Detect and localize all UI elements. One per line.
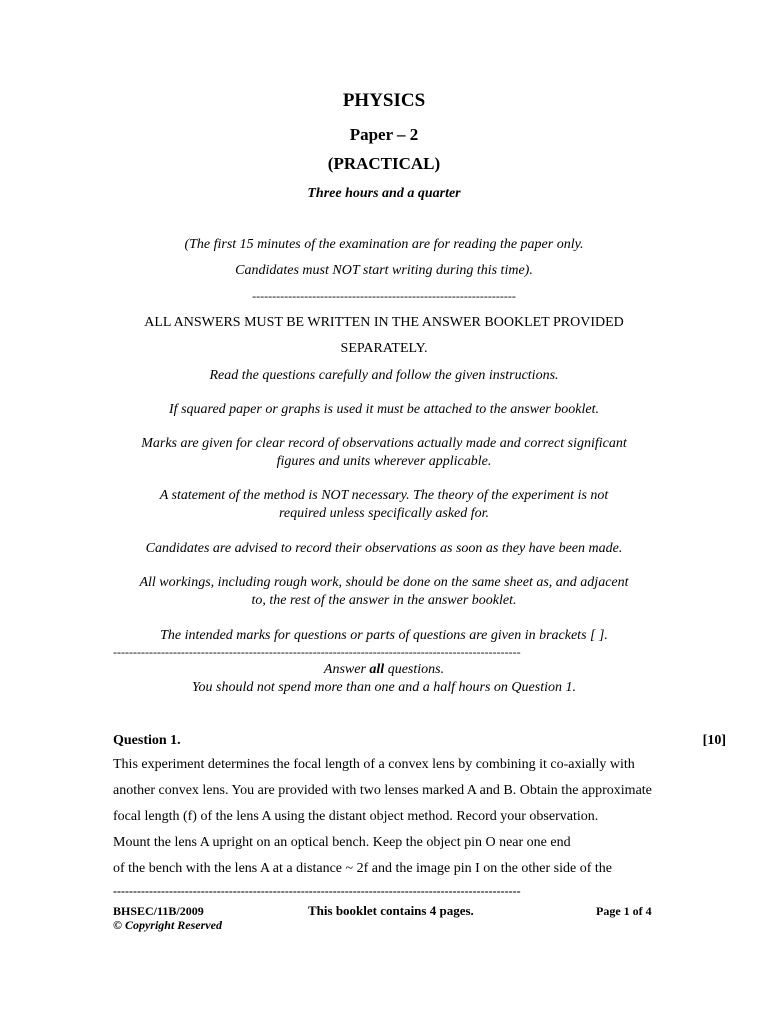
question-1-line: another convex lens. You are provided with two lenses marked A and B. Obtain the approximate bbox=[113, 783, 652, 798]
paper-type: (PRACTICAL) bbox=[327, 154, 441, 173]
footer-exam-code: BHSEC/11B/2009 bbox=[113, 904, 204, 918]
question-1-line: Mount the lens A upright on an optical bench. Keep the object pin O near one end bbox=[113, 835, 571, 850]
question-1-heading: Question 1. bbox=[113, 733, 181, 748]
footer-page-number: Page 1 of 4 bbox=[596, 904, 652, 918]
exam-subject-title: PHYSICS bbox=[342, 90, 426, 111]
question-1-line: This experiment determines the focal length of a convex lens by combining it co-axially with bbox=[113, 757, 635, 772]
short-divider: ------------------------------------------------------------------ bbox=[252, 289, 516, 303]
time-note: You should not spend more than one and a half hours on Question 1. bbox=[192, 680, 576, 695]
answer-all-emphasis: all bbox=[369, 662, 385, 677]
question-1-line: of the bench with the lens A at a distance ~ 2f and the image pin I on the other side of the bbox=[113, 861, 612, 876]
instruction-graph: If squared paper or graphs is used it must be attached to the answer booklet. bbox=[169, 402, 599, 417]
instruction-workings-line2: to, the rest of the answer in the answer booklet. bbox=[251, 593, 517, 608]
exam-duration: Three hours and a quarter bbox=[307, 186, 461, 201]
instruction-read: Read the questions carefully and follow the given instructions. bbox=[209, 368, 559, 383]
answer-all-note bbox=[0, 662, 768, 678]
reading-note-line1: (The first 15 minutes of the examination are for reading the paper only. bbox=[184, 237, 584, 252]
long-divider-footer: ------------------------------------------------------------------------------------------------------ bbox=[113, 884, 521, 898]
long-divider-top: ------------------------------------------------------------------------------------------------------ bbox=[113, 645, 521, 659]
instruction-method-line2: required unless specifically asked for. bbox=[278, 506, 490, 521]
question-1-marks: [10] bbox=[702, 733, 726, 748]
instruction-record: Candidates are advised to record their observations as soon as they have been made. bbox=[145, 541, 623, 556]
instruction-workings-line1: All workings, including rough work, should be done on the same sheet as, and adjacent bbox=[139, 575, 629, 590]
reading-note-line2: Candidates must NOT start writing during this time). bbox=[235, 263, 533, 278]
paper-number: Paper – 2 bbox=[349, 125, 419, 144]
instruction-marks-line1: Marks are given for clear record of observations actually made and correct significant bbox=[141, 436, 627, 451]
answers-notice-line2: SEPARATELY. bbox=[340, 341, 428, 356]
answers-notice-line1: ALL ANSWERS MUST BE WRITTEN IN THE ANSWER BOOKLET PROVIDED bbox=[144, 315, 624, 330]
question-1-line: focal length (f) of the lens A using the distant object method. Record your observation. bbox=[113, 809, 599, 824]
instruction-marks-line2: figures and units wherever applicable. bbox=[276, 454, 492, 469]
instruction-brackets: The intended marks for questions or parts of questions are given in brackets [ ]. bbox=[160, 628, 608, 643]
answer-all-prefix: Answer bbox=[323, 662, 370, 677]
instruction-method-line1: A statement of the method is NOT necessary. The theory of the experiment is not bbox=[159, 488, 609, 503]
answer-all-suffix: questions. bbox=[384, 662, 445, 677]
footer-copyright: © Copyright Reserved bbox=[113, 918, 222, 932]
footer-pages-note: This booklet contains 4 pages. bbox=[308, 903, 474, 918]
